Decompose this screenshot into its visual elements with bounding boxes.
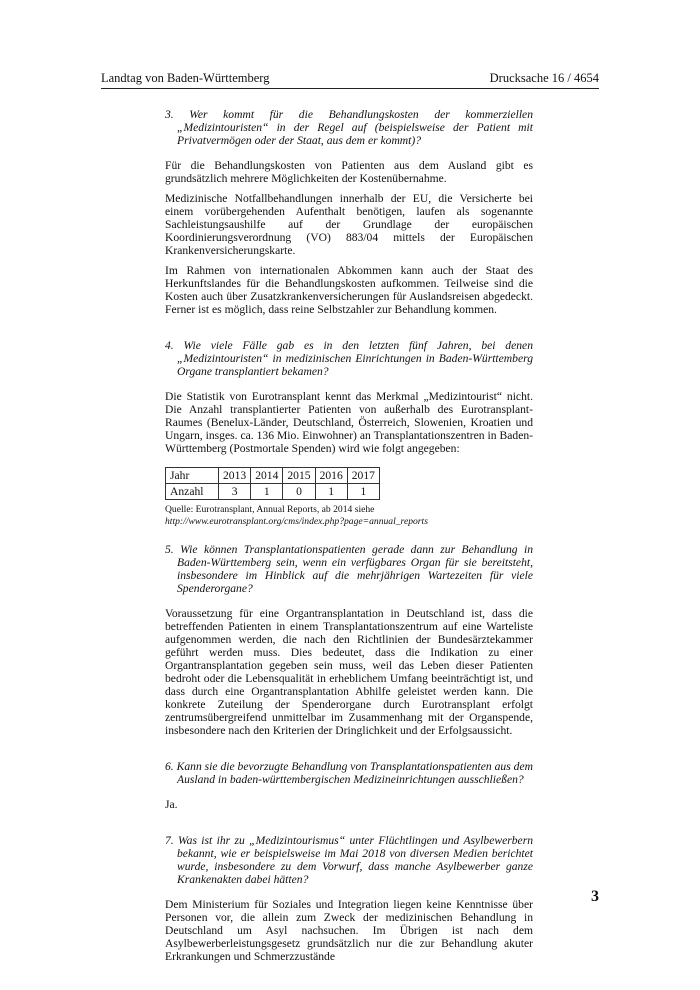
answer-4: Die Statistik von Eurotransplant kennt das Merkmal „Medizintourist“ nicht. Die Anzahl transplantierter Patienten von außerhalb des Eurotransplant-Raumes (Benelux-Länder, Deutschland, Österreich, Slowenien, Kroatien und Ungarn, insges. ca. 136 Mio. Einwohner) an Transplantationszentren in Baden-Württemberg (Postmortale Spenden) wird wie folgt angegeben: bbox=[165, 390, 533, 455]
question-5: 5. Wie können Transplantationspatienten gerade dann zur Behandlung in Baden-Württemberg sein, wenn ein verfügbares Organ für sie bereitsteht, insbesondere im Hinblick auf die mehrjährigen Wartezeiten für viele Spenderorgane? bbox=[165, 543, 533, 595]
table-cell: 2016 bbox=[315, 468, 347, 484]
question-4: 4. Wie viele Fälle gab es in den letzten fünf Jahren, bei denen „Medizintouristen“ in medizinischen Einrichtungen in Baden-Württemberg Organe transplantiert bekamen? bbox=[165, 339, 533, 378]
source-text: Quelle: Eurotransplant, Annual Reports, ab 2014 siehe bbox=[165, 504, 375, 515]
question-6: 6. Kann sie die bevorzugte Behandlung von Transplantationspatienten aus dem Ausland in baden-württembergischen Medizineinrichtungen ausschließen? bbox=[165, 760, 533, 786]
question-3: 3. Wer kommt für die Behandlungskosten der kommerziellen „Medizintouristen“ in der Regel auf (beispielsweise der Patient mit Privatvermögen oder der Staat, aus dem er kommt)? bbox=[165, 108, 533, 147]
source-url: http://www.eurotransplant.org/cms/index.php?page=annual_reports bbox=[165, 515, 428, 527]
table-cell: 1 bbox=[251, 484, 283, 500]
table-cell: 2017 bbox=[347, 468, 379, 484]
document-body bbox=[165, 108, 533, 970]
answer-6: Ja. bbox=[165, 798, 178, 811]
table-row bbox=[166, 468, 380, 484]
table-header-cell: Anzahl bbox=[166, 484, 219, 500]
page-number: 3 bbox=[591, 888, 599, 905]
table-cell: 2014 bbox=[251, 468, 283, 484]
table-header-cell: Jahr bbox=[166, 468, 219, 484]
header-left: Landtag von Baden-Württemberg bbox=[101, 71, 270, 85]
header-rule bbox=[101, 88, 599, 89]
table-cell: 1 bbox=[347, 484, 379, 500]
answer-3-p3: Im Rahmen von internationalen Abkommen kann auch der Staat des Herkunftslandes für die Behandlungskosten aufkommen. Teilweise sind die Kosten auch über Zusatzkrankenversicherungen für Auslandsreisen abgedeckt. Ferner ist es möglich, dass reine Selbstzahler zur Behandlung kommen. bbox=[165, 264, 533, 316]
answer-3-p2: Medizinische Notfallbehandlungen innerhalb der EU, die Versicherte bei einem vorübergehenden Aufenthalt benötigen, laufen als sogenannte Sachleistungsaushilfe auf der Grundlage der europäischen Koordinierungsverordnung (VO) 883/04 mittels der Europäischen Krankenversicherungskarte. bbox=[165, 192, 533, 257]
table-cell: 3 bbox=[219, 484, 251, 500]
answer-5: Voraussetzung für eine Organtransplantation in Deutschland ist, dass die betreffenden Patienten in einem Transplantationszentrum auf eine Warteliste aufgenommen werden, die nach den Richtlinien der Bundesärztekammer geführt werden muss. Dies bedeutet, dass die Indikation zu einer Organtransplantation gegeben sein muss, weil das Leben dieser Patienten bedroht oder die Lebensqualität in erheblichem Umfang beeinträchtigt ist, und dass durch eine Organtransplantation Abhilfe geleistet werden kann. Die konkrete Zuteilung der Spenderorgane durch Eurotransplant erfolgt zentrumsübergreifend unmittelbar im Zusammenhang mit der Organspende, insbesondere nach den Kriterien der Dringlichkeit und der Erfolgsaussicht. bbox=[165, 607, 533, 737]
header-right: Drucksache 16 / 4654 bbox=[489, 71, 599, 85]
table-cell: 2013 bbox=[219, 468, 251, 484]
table-cell: 0 bbox=[283, 484, 315, 500]
table-row bbox=[166, 484, 380, 500]
question-7: 7. Was ist ihr zu „Medizintourismus“ unter Flüchtlingen und Asylbewerbern bekannt, wie er beispielsweise im Mai 2018 von diversen Medien berichtet wurde, insbesondere zu dem Vorwurf, dass manche Asylbewerber ganze Krankenakten dabei hätten? bbox=[165, 834, 533, 886]
table-cell: 2015 bbox=[283, 468, 315, 484]
answer-3-p1: Für die Behandlungskosten von Patienten aus dem Ausland gibt es grundsätzlich mehrere Möglichkeiten der Kostenübernahme. bbox=[165, 159, 533, 185]
table-source bbox=[165, 504, 533, 527]
answer-7: Dem Ministerium für Soziales und Integration liegen keine Kenntnisse über Personen vor, die allein zum Zweck der medizinischen Behandlung in Deutschland um Asyl nachsuchen. Im Übrigen ist nach dem Asylbewerberleistungsgesetz grundsätzlich nur die zur Behandlung akuter Erkrankungen und Schmerzzustände bbox=[165, 898, 533, 963]
transplant-table bbox=[165, 467, 380, 500]
table-cell: 1 bbox=[315, 484, 347, 500]
